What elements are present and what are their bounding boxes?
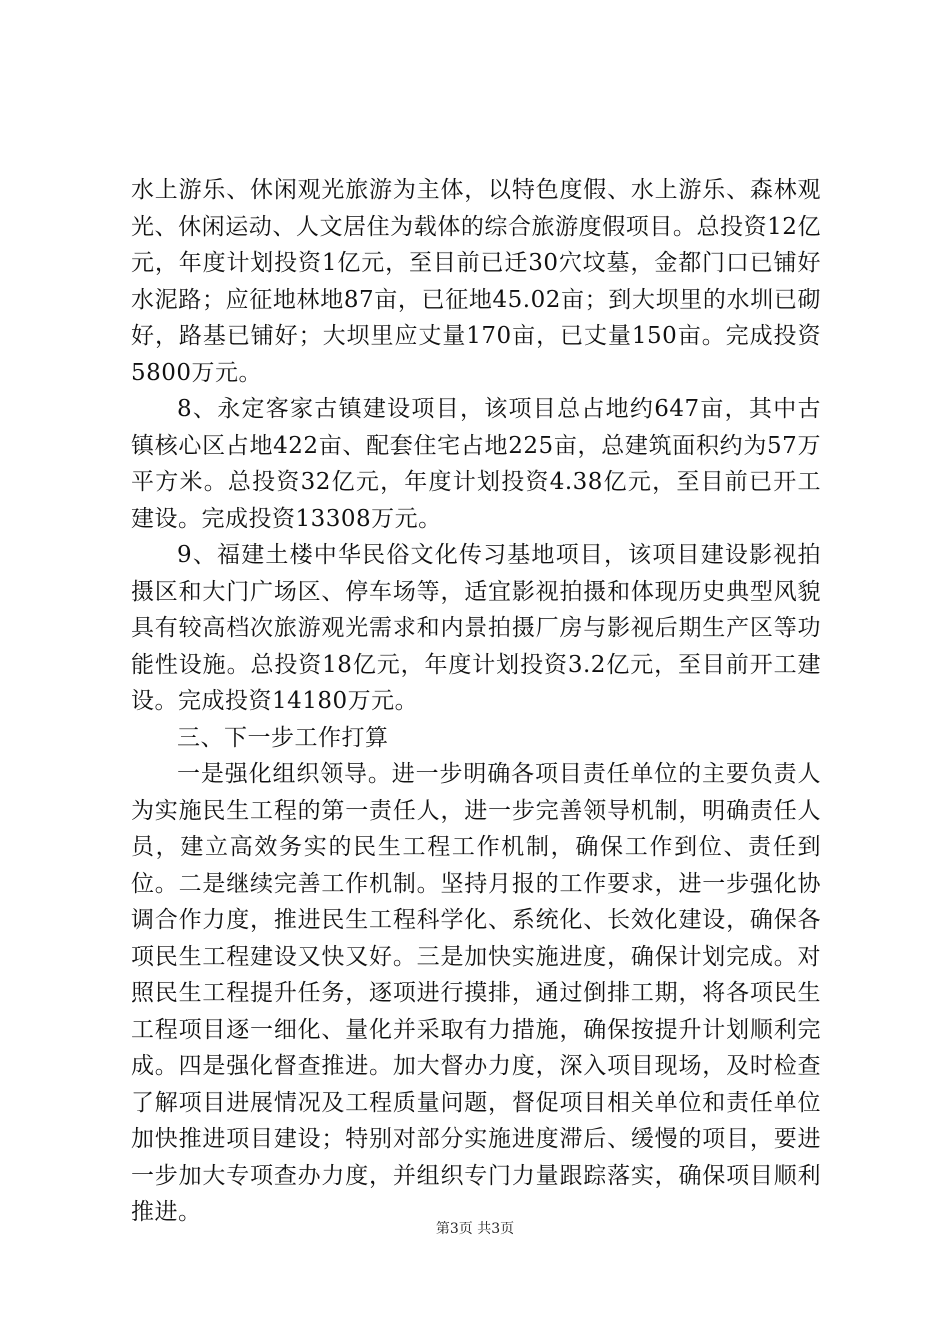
paragraph-item-9-tulou-folk-culture-base: 9、福建土楼中华民俗文化传习基地项目，该项目建设影视拍摄区和大门广场区、停车场等，适宜影视拍摄和体现历史典型风貌具有较高档次旅游观光需求和内景拍摄厂房与影视后期生产区等功能性设施。总投资18亿元，年度计划投资3.2亿元，至目前开工建设。完成投资14180万元。 [131, 542, 821, 714]
paragraph-next-steps-detail: 一是强化组织领导。进一步明确各项目责任单位的主要负责人为实施民生工程的第一责任人，进一步完善领导机制，明确责任人员，建立高效务实的民生工程工作机制，确保工作到位、责任到位。二是继续完善工作机制。坚持月报的工作要求，进一步强化协调合作力度，推进民生工程科学化、系统化、长效化建设，确保各项民生工程建设又快又好。三是加快实施进度，确保计划完成。对照民生工程提升任务，逐项进行摸排，通过倒排工期，将各项民生工程项目逐一细化、量化并采取有力措施，确保按提升计划顺利完成。四是强化督查推进。加大督办力度，深入项目现场，及时检查了解项目进展情况及工程质量问题，督促项目相关单位和责任单位加快推进项目建设；特别对部分实施进度滞后、缓慢的项目，要进一步加大专项查办力度，并组织专门力量跟踪落实，确保项目顺利推进。 [131, 761, 821, 1225]
page-footer: 第3页 共3页 [435, 1221, 515, 1237]
section-heading-next-steps: 三、下一步工作打算 [177, 724, 389, 751]
document-body [131, 172, 821, 1231]
paragraph-item-8-yongding-hakka-town: 8、永定客家古镇建设项目，该项目总占地约647亩，其中古镇核心区占地422亩、配套住宅占地225亩，总建筑面积约为57万平方米。总投资32亿元，年度计划投资4.38亿元，至目前已开工建设。完成投资13308万元。 [131, 396, 821, 532]
paragraph-tourism-project-continued: 水上游乐、休闲观光旅游为主体，以特色度假、水上游乐、森林观光、休闲运动、人文居住为载体的综合旅游度假项目。总投资12亿元，年度计划投资1亿元，至目前已迁30穴坟墓，金都门口已铺好水泥路；应征地林地87亩，已征地45.02亩；到大坝里的水圳已砌好，路基已铺好；大坝里应丈量170亩，已丈量150亩。完成投资5800万元。 [131, 177, 821, 386]
